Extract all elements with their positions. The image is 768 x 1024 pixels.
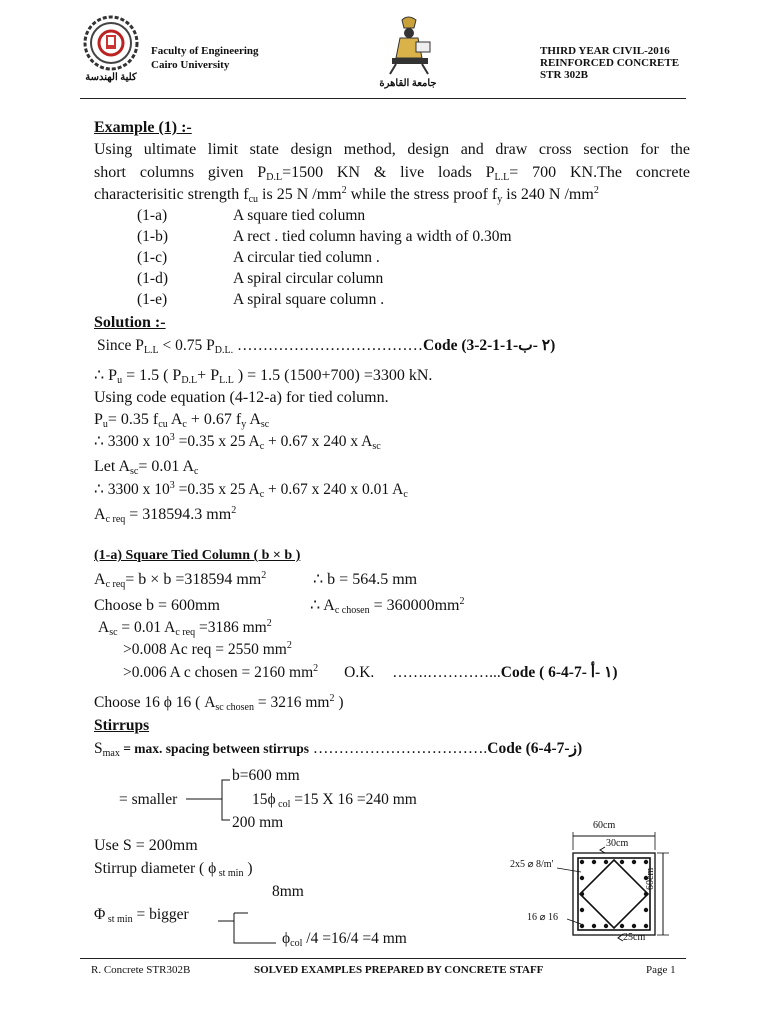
case-item: (1-e) A spiral square column .	[137, 291, 385, 308]
footer-page-number: Page 1	[646, 964, 676, 976]
phi-bigger-label: Φ $_{st min}$ = bigger	[94, 906, 189, 925]
figure-cover-dim: 25cm	[623, 932, 646, 943]
footer-center: SOLVED EXAMPLES PREPARED BY CONCRETE STAFF	[254, 964, 544, 976]
square-choose-bars: Choose 16 ϕ 16 ( $A_{sc chosen} = 3216$ $mm^2$ )	[94, 693, 344, 713]
faculty-name: Faculty of Engineering	[151, 45, 259, 57]
square-line-1: $A_{c req}= b \times b =318594$ $mm^2$	[94, 570, 267, 590]
square-min-check-1: >0.008 Ac req = 2550 $mm^2$	[123, 640, 292, 658]
intro-line-3: characterisitic strength $f_{cu}$ is 25 N $/mm^2$ while the stress proof $f_y$ is 240 N $/mm^2$	[94, 185, 599, 205]
bigger-option-1: 8mm	[272, 883, 304, 900]
smaller-bracket	[186, 776, 232, 824]
square-b-result: ∴ b = 564.5 mm	[313, 571, 418, 588]
university-name: Cairo University	[151, 59, 230, 71]
cases-list	[137, 207, 512, 312]
case-item: (1-b) A rect . tied column having a width of 0.30m	[137, 228, 512, 245]
faculty-logo	[80, 15, 142, 83]
intro-line-1: Using ultimate limit state design method, design and draw cross section for the	[94, 141, 690, 158]
header-rule	[80, 98, 686, 99]
equation-2: ∴ 3300 x $10^3 =0.35$ x 25 $A_c + 0.67$ x 240 x $A_{sc}$	[94, 432, 381, 452]
footer-left: R. Concrete STR302B	[91, 964, 191, 976]
figure-inner-dim: 30cm	[606, 838, 629, 849]
stirrup-diameter-line: Stirrup diameter ( ϕ $_{st min}$ )	[94, 860, 253, 879]
column-section-figure	[505, 820, 675, 950]
smax-line: $S_{max} = \max$. spacing between stirrups …………………………….Code (6-4-7-ز)	[94, 740, 583, 759]
university-logo-arabic: جامعة القاهرة	[379, 78, 437, 89]
stirrups-title: Stirrups	[94, 717, 150, 734]
solution-title: Solution :-	[94, 314, 166, 331]
square-ac-chosen: ∴ $A_{c chosen} = 360000mm^2$	[310, 596, 465, 616]
equation-3: ∴ 3300 x $10^3 =0.35$ x 25 $A_c + 0.67$ x 240 x 0.01 $A_c$	[94, 480, 408, 500]
bigger-option-2: $\phi_{col}$ /4 =16/4 =4 mm	[282, 930, 407, 949]
figure-top-dim: 60cm	[593, 820, 616, 831]
case-item: (1-a) A square tied column	[137, 207, 366, 224]
university-logo	[372, 14, 444, 94]
use-s-line: Use S = 200mm	[94, 837, 198, 854]
header-course-line3: STR 302B	[540, 69, 588, 81]
case-item: (1-d) A spiral circular column	[137, 270, 384, 287]
smax-option-3: 200 mm	[232, 814, 284, 831]
square-section-title: (1-a) Square Tied Column ( b × b )	[94, 548, 301, 563]
footer-rule	[80, 958, 686, 959]
smax-smaller-label: = smaller	[119, 791, 178, 808]
bigger-bracket	[218, 893, 278, 947]
smax-option-1: b=600 mm	[232, 767, 300, 784]
header-course-line1: THIRD YEAR CIVIL-2016	[540, 45, 670, 57]
ac-req-line: $A_{c req} = 318594.3$ $mm^2$	[94, 505, 237, 525]
faculty-logo-arabic: كلية الهندسة	[85, 72, 137, 83]
case-item: (1-c) A circular tied column .	[137, 249, 380, 266]
intro-line-2: short columns given $P_{D.L}=1500$ KN & live loads $P_{L.L}= 700$ KN.The concrete	[94, 164, 690, 183]
figure-bars-label: 16 ⌀ 16	[527, 912, 559, 923]
figure-side-dim: 60cm	[645, 867, 656, 890]
equation-1: $P_u= 0.35$ $f_{cu}$ $A_c + 0.67$ $f_y$ $A_{sc}$	[94, 411, 270, 430]
since-line: Since $P_{L.L} < 0.75$ $P_{D.L.}$ ………………………………Code (3-2-1-1-٢ -ب)	[97, 337, 556, 356]
square-min-check-2: >0.006 A c chosen = 2160 $mm^2$ O.K. …….…………...Code ( 6-4-7- ١ -أ)	[123, 663, 618, 681]
let-line: Let $A_{sc}= 0.01$ $A_c$	[94, 458, 199, 477]
using-code-line: Using code equation (4-12-a) for tied column.	[94, 389, 389, 406]
square-choose-b: Choose b = 600mm	[94, 597, 220, 614]
smax-option-2: 15ϕ $_{col}$ =15 X 16 =240 mm	[252, 791, 417, 810]
example-title: Example (1) :-	[94, 119, 192, 136]
pu-line: ∴ $P_u = 1.5$ ( $P_{D.L}+ P_{L.L}$ ) = 1.5 (1500+700) =3300 kN.	[94, 367, 433, 386]
figure-stirrup-label: 2x5 ⌀ 8/m'	[510, 859, 554, 870]
square-asc-line: $A_{sc} = 0.01$ $A_{c req} =3186$ $mm^2$	[98, 618, 272, 638]
header-course-line2: REINFORCED CONCRETE	[540, 57, 680, 69]
